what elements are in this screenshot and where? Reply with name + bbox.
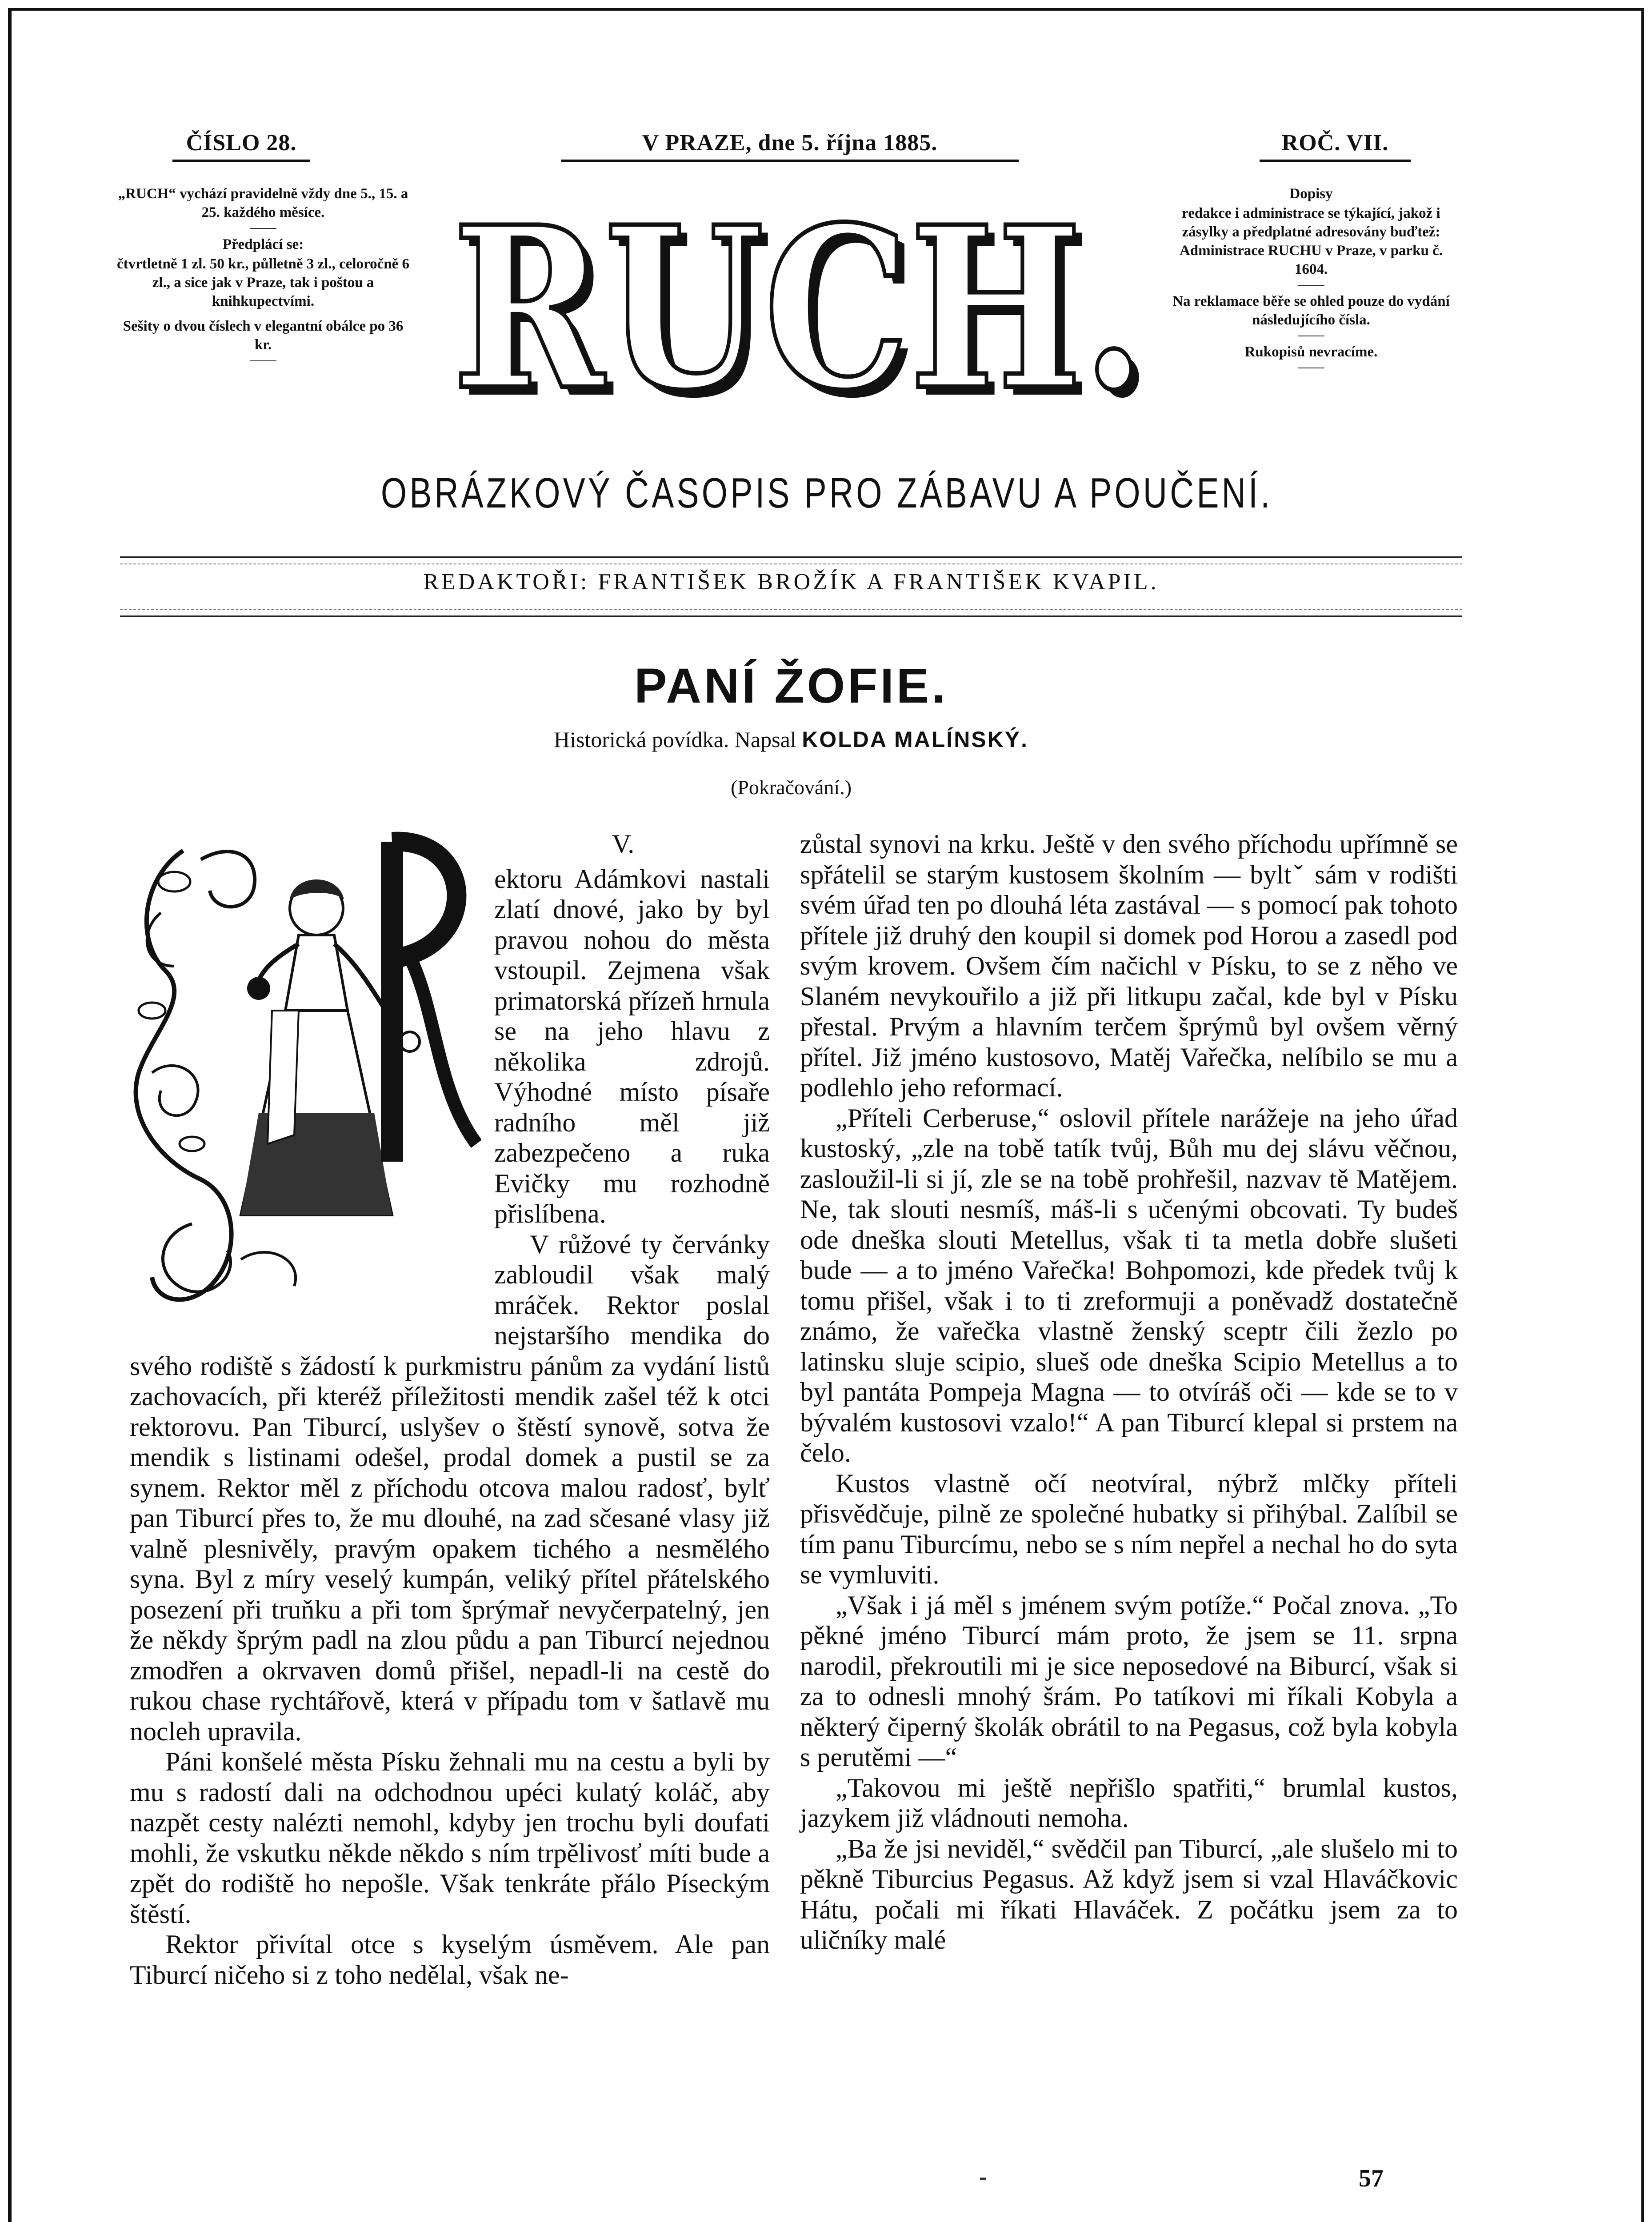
letters-label: Dopisy	[1289, 186, 1333, 202]
subscription-info	[116, 184, 410, 368]
page-number: 57	[1359, 2165, 1384, 2192]
article-author: KOLDA MALÍNSKÝ.	[802, 727, 1028, 752]
issue-bundle-price: Sešity o dvou číslech v elegantní obálce po 36 kr.	[123, 318, 404, 353]
paragraph: „Však i já měl s jménem svým potíže.“ Počal znova. „To pěkné jméno Tiburcí mám proto, že jsem se 11. srpna narodil, překroutili mi je sice neposedové na Biburcí, však si za to odnesli mnohý šrám. Po tatíkovi mi říkali Kobyla a některý čiperný školák obrátil to na Pegasus, což byla kobyla s perutěmi —“	[800, 1590, 1458, 1772]
rule	[120, 615, 1462, 617]
paragraph: V růžové ty červánky zabloudil však malý mráček. Rektor poslal nejstaršího mendika do svého rodiště s žádostí k purkmistru pánům za vydání listů zachovacích, při kteréž příležitosti mendik zašel též k otci rektorovu. Pan Tiburcí, uslyšev o štěstí synově, sotva že mendik s listinami odešel, prodal domek a pustil se za synem. Rektor měl z příchodu otcova malou radosť, bylť pan Tiburcí přes to, že mu dlouhé, na zad sčesané vlasy již valně plesnivěly, pravým opakem tichého a nesmělého syna. Byl z míry veselý kumpán, veliký přítel přátelského posezení při truňku a při tom šprýmař nevyčerpatelný, jen že někdy šprým padl na zlou půdu a pan Tiburcí nejednou zmodřen a okrvaven domů přišel, nepadl-li na cestě do rukou chase rychtářově, která v případu tom v šatlavě mu nocleh upravila.	[130, 1229, 770, 1746]
administration-address: redakce i administrace se týkající, jakož i zásylky a předplatné adresovány buďtež: Administrace RUCHU v Praze, v parku č. 1604.	[1179, 205, 1443, 277]
paragraph: „Takovou mi ještě nepřišlo spatřiti,“ brumlal kustos, jazykem již vládnouti nemoha.	[800, 1773, 1458, 1833]
issue-volume: ROČ. VII.	[1260, 130, 1411, 162]
publication-schedule: „RUCH“ vychází pravidelně vždy dne 5., 15. a 25. každého měsíce.	[118, 186, 408, 220]
ruch-logo	[449, 187, 1178, 436]
divider	[250, 360, 276, 361]
article-genre: Historická povídka. Napsal	[554, 727, 802, 752]
subscription-prices: čtvrtletně 1 zl. 50 kr., půlletně 3 zl., celoročně 6 zl., a sice jak v Praze, tak i poštou a knihkupectvími.	[116, 256, 410, 309]
divider	[1298, 285, 1324, 286]
complaints-note: Na reklamace běře se ohled pouze do vydání následujícího čísla.	[1172, 293, 1450, 328]
subscription-label: Předplácí se:	[222, 236, 304, 252]
paragraph: Rektor přivítal otce s kyselým úsměvem. Ale pan Tiburcí ničeho si z toho nedělal, však ne-	[130, 1930, 770, 1990]
logo-letters: RUCH.	[452, 187, 1146, 436]
paragraph: zůstal synovi na krku. Ještě v den svého příchodu upřímně se spřátelil se starým kustosem školním — byltˇ sám v rodišti svém úřad ten po dlouhá léta zastával — s pomocí pak tohoto přítele již druhý den koupil si domek pod Horou a zasedl pod svým krovem. Ovšem čím načichl v Písku, to se z něho ve Slaném nevykouřilo a již při litkupu začal, kde byl v Písku přestal. Prvým a hlavním terčem šprýmů byl ovšem věrný přítel. Již jméno kustosovo, Matěj Vařečka, nelíbilo se mu a podlehlo jeho reformací.	[800, 829, 1458, 1102]
divider	[250, 228, 276, 229]
print-mark	[980, 2178, 986, 2180]
rule	[120, 556, 1462, 558]
paragraph: ektoru Adámkovi nastali zlatí dnové, jako by byl pravou nohou do města vstoupil. Zejmena však primatorská přízeň hrnula se na jeho hlavu z několika zdrojů. Výhodné místo písaře radního měl již zabezpečeno a ruka Evičky mu rozhodně přislíbena.	[494, 864, 770, 1228]
paragraph: „Příteli Cerberuse,“ oslovil přítele narážeje na jeho úřad kustoský, „zle na tobě tatík tvůj, Bůh mu dej slávu věčnou, zasloužil-li si jí, zle se na tobě prohřešil, nazvav tě Matějem. Ne, tak slouti nesmíš, máš-li s učenými obcovati. Ty budeš ode dneška slouti Metellus, však ti ta metla dobře slušeti bude — a to jméno Vařečka! Bohpomozi, kde předek tvůj k tomu přišel, však i to ti zreformuji a poněvadž dostatečně známo, že vařečka vlastně ženský sceptr čili žezlo po latinsku sluje scipio, slueš ode dneška Scipio Metellus a to byl pantáta Pompeja Magna — to otvíráš oči — kde se to v bývalém kustosovi vzalo!“ A pan Tiburcí klepal si prstem na čelo.	[800, 1103, 1458, 1467]
magazine-subtitle: OBRÁZKOVÝ ČASOPIS PRO ZÁBAVU A POUČENÍ.	[380, 469, 1273, 517]
editors-line: REDAKTOŘI: FRANTIŠEK BROŽÍK A FRANTIŠEK KVAPIL.	[423, 569, 1159, 595]
manuscripts-note: Rukopisů nevracíme.	[1244, 344, 1378, 360]
paragraph: „Ba že jsi neviděl,“ svědčil pan Tiburcí, „ale slušelo mi to pěkně Tiburcius Pegasus. Až když jsem si vzal Hlaváčkovic Hátu, počali mi říkati Hlaváček. Z počátku jsem za to uličníky malé	[800, 1834, 1458, 1954]
rule	[120, 609, 1462, 610]
article-byline	[120, 727, 1462, 752]
issue-place-date: V PRAZE, dne 5. října 1885.	[561, 130, 1019, 162]
correspondence-info	[1164, 184, 1458, 375]
continued-note: (Pokračování.)	[730, 776, 852, 799]
decorative-initial-illustration	[125, 824, 481, 1335]
text-column-right	[800, 829, 1458, 1955]
article-title: PANÍ ŽOFIE.	[634, 659, 948, 713]
chapter-number: V.	[612, 829, 635, 859]
issue-number: ČÍSLO 28.	[172, 130, 310, 162]
logo-shadow: RUCH.	[460, 187, 1154, 436]
text-column-left	[130, 829, 770, 1990]
rule	[120, 563, 1462, 564]
paragraph: Kustos vlastně očí neotvíral, nýbrž mlčky příteli přisvědčuje, pilně ze společné hubatky si přihýbal. Zalíbil se tím panu Tiburcímu, nebo se s ním nepřel a nechal ho do syta se vymluviti.	[800, 1468, 1458, 1589]
paragraph: Páni konšelé města Písku žehnali mu na cestu a byli by mu s radostí dali na odchodnou upéci kulatý koláč, aby nazpět cesty nalézti nemohl, kdyby jen trochu byli doufati mohli, že vskutku někde někdo s ním trpělivosť míti bude a zpět do rodiště ho nepošle. Však tenkráte přálo Píseckým štěstí.	[130, 1747, 770, 1929]
